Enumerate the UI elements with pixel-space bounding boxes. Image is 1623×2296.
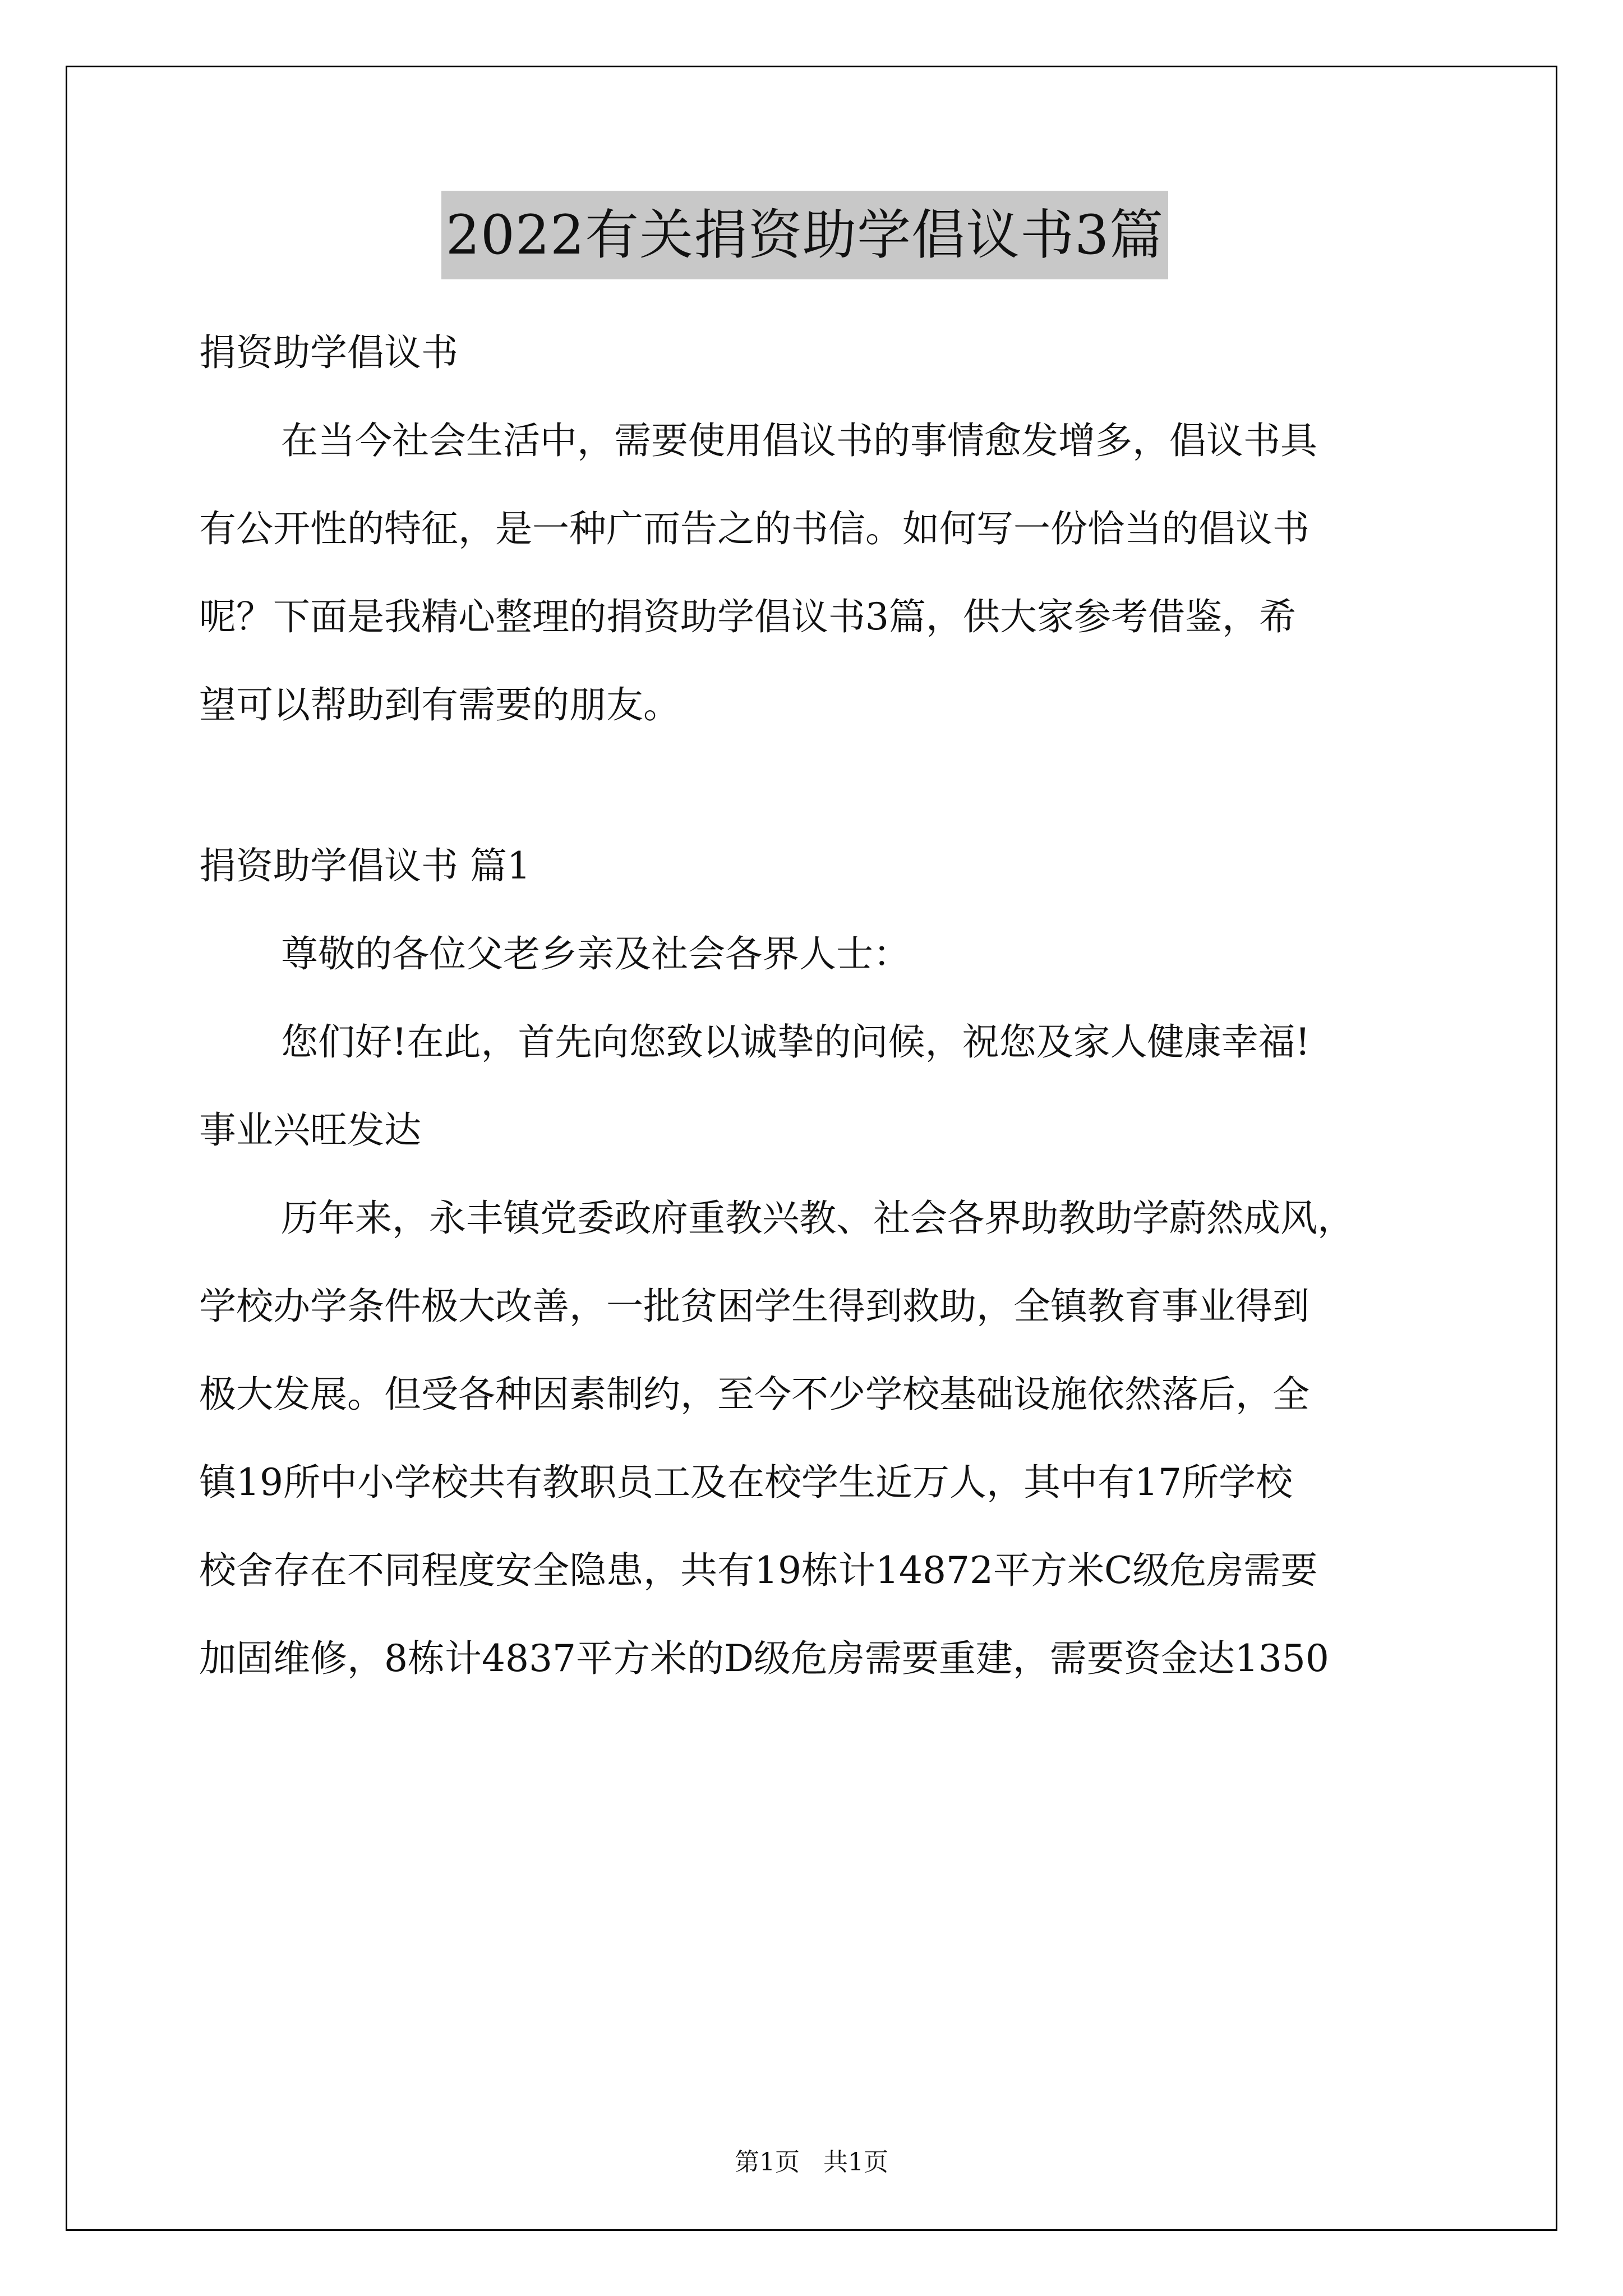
para2-line-6: 加固维修，8栋计4837平方米的D级危房需要重建，需要资金达1350 bbox=[199, 1637, 1329, 1680]
section-gap bbox=[199, 749, 1433, 822]
greeting: 尊敬的各位父老乡亲及社会各界人士： bbox=[281, 932, 910, 976]
para2-line-3: 极大发展。但受各种因素制约，至今不少学校基础设施依然落后，全 bbox=[199, 1373, 1310, 1416]
section-heading: 捐资助学倡议书 篇1 bbox=[199, 844, 531, 887]
intro-line-1: 在当今社会生活中，需要使用倡议书的事情愈发增多，倡议书具 bbox=[281, 419, 1317, 462]
title-container bbox=[177, 191, 1433, 309]
para2-line-1: 历年来，永丰镇党委政府重教兴教、社会各界助教助学蔚然成风， bbox=[281, 1197, 1354, 1240]
para2-line-5: 校舍存在不同程度安全隐患，共有19栋计14872平方米C级危房需要 bbox=[199, 1549, 1318, 1592]
para1-line-2: 事业兴旺发达 bbox=[199, 1108, 421, 1152]
para1-line-1: 您们好!在此，首先向您致以诚挚的问候，祝您及家人健康幸福! bbox=[281, 1020, 1311, 1064]
document-body bbox=[199, 191, 1433, 1703]
page-footer: 第1页 共1页 bbox=[735, 2148, 888, 2177]
para2-line-2: 学校办学条件极大改善，一批贫困学生得到救助，全镇教育事业得到 bbox=[199, 1285, 1310, 1328]
intro-line-2: 有公开性的特征，是一种广而告之的书信。如何写一份恰当的倡议书 bbox=[199, 507, 1310, 550]
intro-heading: 捐资助学倡议书 bbox=[199, 331, 458, 374]
para2-line-4: 镇19所中小学校共有教职员工及在校学生近万人，其中有17所学校 bbox=[199, 1461, 1293, 1504]
document-title: 2022有关捐资助学倡议书3篇 bbox=[441, 191, 1168, 279]
intro-line-3: 呢？下面是我精心整理的捐资助学倡议书3篇，供大家参考借鉴，希 bbox=[199, 595, 1296, 638]
intro-line-4: 望可以帮助到有需要的朋友。 bbox=[199, 683, 680, 726]
